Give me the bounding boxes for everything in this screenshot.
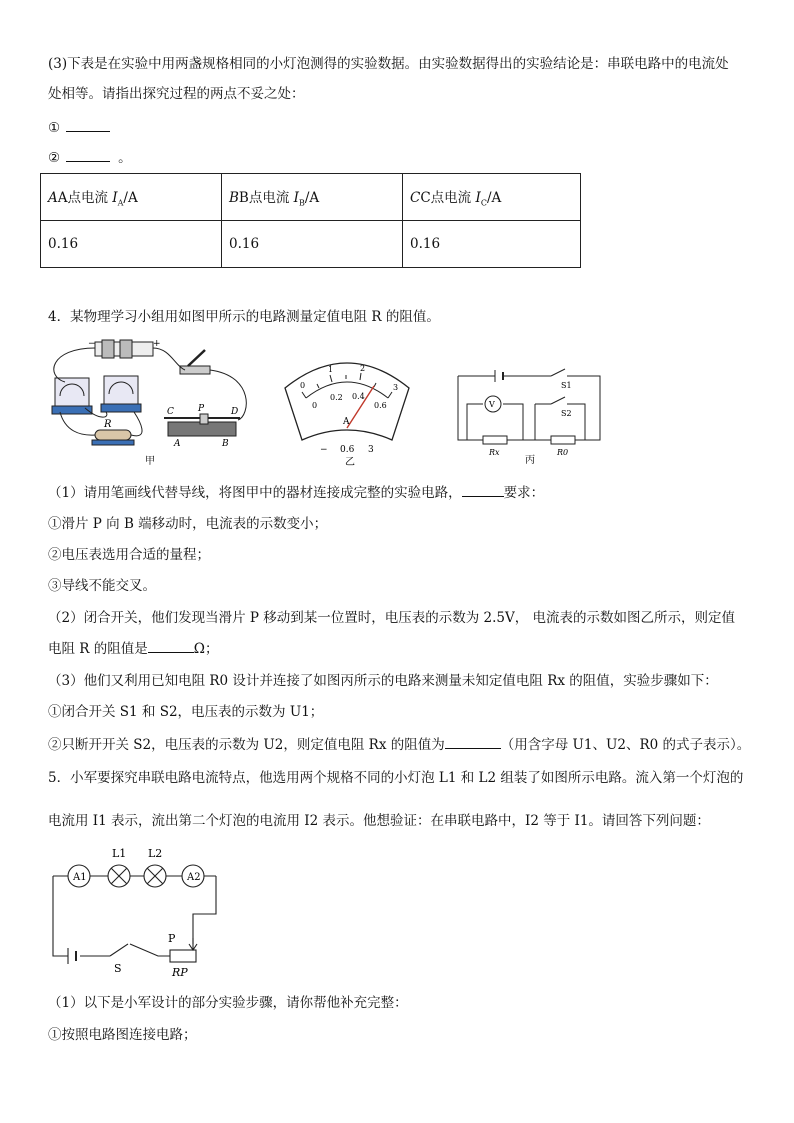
rheostat-rp [170,950,196,962]
ammeter-face [285,363,409,440]
scale-bottom-label: 0.4 [352,392,365,401]
resistor-rx [483,436,507,444]
voltmeter-label: V [489,400,495,409]
rheostat-label-d: D [231,407,239,417]
terminal-label: − [320,445,328,455]
terminal-label: 0.6 [340,445,355,455]
q3-item1-marker: ① [48,120,61,136]
table-header-cell: BB点电流 $I_B/A$ [222,174,403,221]
q4-part2-line1: （2）闭合开关，他们发现当滑片 P 移动到某一位置时，电压表的示数为 2.5V， 电流表的示数如图乙所示，则定值 [48,610,736,626]
switch-s1-label: S1 [561,381,572,390]
q4-answer-blank-3[interactable] [445,734,501,749]
q4-step1: ①闭合开关 S1 和 S2，电压表的示数为 U1； [48,704,324,720]
scale-top-label: 1 [328,365,334,374]
resistor-r-label: R [104,419,112,430]
q3-item2 [48,147,132,168]
q4-req3: ③导线不能交叉。 [48,578,156,594]
lamp-l1-label: L1 [112,847,127,860]
q5-part1: （1）以下是小军设计的部分实验步骤，请你帮他补充完整： [48,995,408,1011]
figure-yi-ammeter [282,348,412,468]
ammeter-a1-label: A1 [73,872,87,883]
ammeter-unit: A [343,417,350,427]
ammeter-base [52,406,92,414]
table-cell: 0.16 [403,221,581,268]
q5-step1: ①按照电路图连接电路； [48,1027,197,1043]
q4-part2-line2: 电阻 R 的阻值是 Ω； [48,638,218,659]
q4-step2: ②只断开开关 S2，电压表的示数为 U2，则定值电阻 Rx 的阻值为 （用含字母 U1、U2、R0 的式子表示）。 [48,734,750,755]
resistor-rx-label: Rx [489,448,500,457]
battery-cell [120,340,132,358]
table-header-cell: AA点电流 $I_A/A$ [41,174,222,221]
table-cell: 0.16 [41,221,222,268]
battery-cell [102,340,114,358]
switch-s2-blade [551,397,565,404]
resistor-r0-label: R0 [557,448,569,457]
switch-s2-label: S2 [561,409,572,418]
ammeter-a2-label: A2 [187,872,201,883]
table-row [41,221,581,268]
q5-stem-line2: 电流用 I1 表示，流出第二个灯泡的电流用 I2 表示。他想验证：在串联电路中，I2 等于 I1。请回答下列问题： [48,813,710,829]
main-loop-wire [458,376,600,440]
switch-s-label: S [114,962,122,975]
figure-jia-caption: 甲 [145,456,155,467]
table-cell: 0.16 [222,221,403,268]
rheostat-label-b: B [222,439,229,449]
wire [210,370,246,420]
scale-top-label: 3 [393,383,399,392]
resistor-r [95,430,131,440]
terminal-label: 3 [368,445,374,455]
q3-intro-line2: 处相等。请指出探究过程的两点不妥之处： [48,86,305,102]
rheostat-label-p: P [198,404,205,414]
scale-top-label: 2 [360,364,366,373]
scale-bottom-label: 0.2 [330,393,343,402]
resistor-r0 [551,436,575,444]
q4-req1: ①滑片 P 向 B 端移动时，电流表的示数变小； [48,516,328,532]
q3-item2-end: 。 [118,150,132,166]
q4-req2: ②电压表选用合适的量程； [48,547,210,563]
q3-answer-blank-2[interactable] [66,147,110,162]
wire [131,412,142,436]
wire [54,348,95,382]
scale-top-label: 0 [300,381,306,390]
circuit-wire [53,876,216,956]
scale-bottom-label: 0 [312,401,318,410]
q5-circuit-figure [48,840,228,980]
q3-intro-line1: (3)下表是在实验中用两盏规格相同的小灯泡测得的实验数据。由实验数据得出的实验结论是：串联电路中的电流处 [48,56,729,72]
current-data-table [40,173,581,268]
figure-yi-caption: 乙 [345,457,355,468]
switch-s1-blade [551,369,565,376]
figure-jia-apparatus [40,336,255,471]
q3-item2-marker: ② [48,150,61,166]
resistor-base [92,440,134,445]
q4-answer-blank-1[interactable] [462,482,504,497]
rheostat-p-label: P [168,932,176,945]
q3-answer-blank-1[interactable] [66,117,110,132]
table-header-row [41,174,581,221]
rheostat-label-a: A [174,439,181,449]
scale-bottom-label: 0.6 [374,401,387,410]
q4-answer-blank-2[interactable] [148,638,194,653]
battery-plus-label: + [153,339,161,349]
figure-bing-circuit [455,362,605,468]
wire [153,348,185,370]
q5-stem-line1: 5．小军要探究串联电路电流特点，他选用两个规格不同的小灯泡 L1 和 L2 组装了如图所示电路。流入第一个灯泡的 [48,770,744,786]
s2-branch-wire [535,404,585,440]
q4-stem: 4．某物理学习小组用如图甲所示的电路测量定值电阻 R 的阻值。 [48,309,440,325]
switch-s-blade [110,944,128,956]
q3-item1 [48,117,110,138]
lamp-l2-label: L2 [148,847,163,860]
voltmeter-base [101,404,141,412]
wire [60,412,95,435]
rheostat-label-c: C [167,407,174,417]
rheostat-slider [200,414,208,424]
table-header-cell: CC点电流 $I_C/A$ [403,174,581,221]
figure-bing-caption: 丙 [525,455,535,466]
q4-part1: （1）请用笔画线代替导线，将图甲中的器材连接成完整的实验电路， 要求： [48,482,544,503]
rheostat-rp-label: RP [172,966,188,979]
switch-lever [188,350,205,366]
q4-part3: （3）他们又利用已知电阻 R0 设计并连接了如图丙所示的电路来测量未知定值电阻 Rx 的阻值，实验步骤如下： [48,673,718,689]
battery-minus-label: − [88,339,96,349]
